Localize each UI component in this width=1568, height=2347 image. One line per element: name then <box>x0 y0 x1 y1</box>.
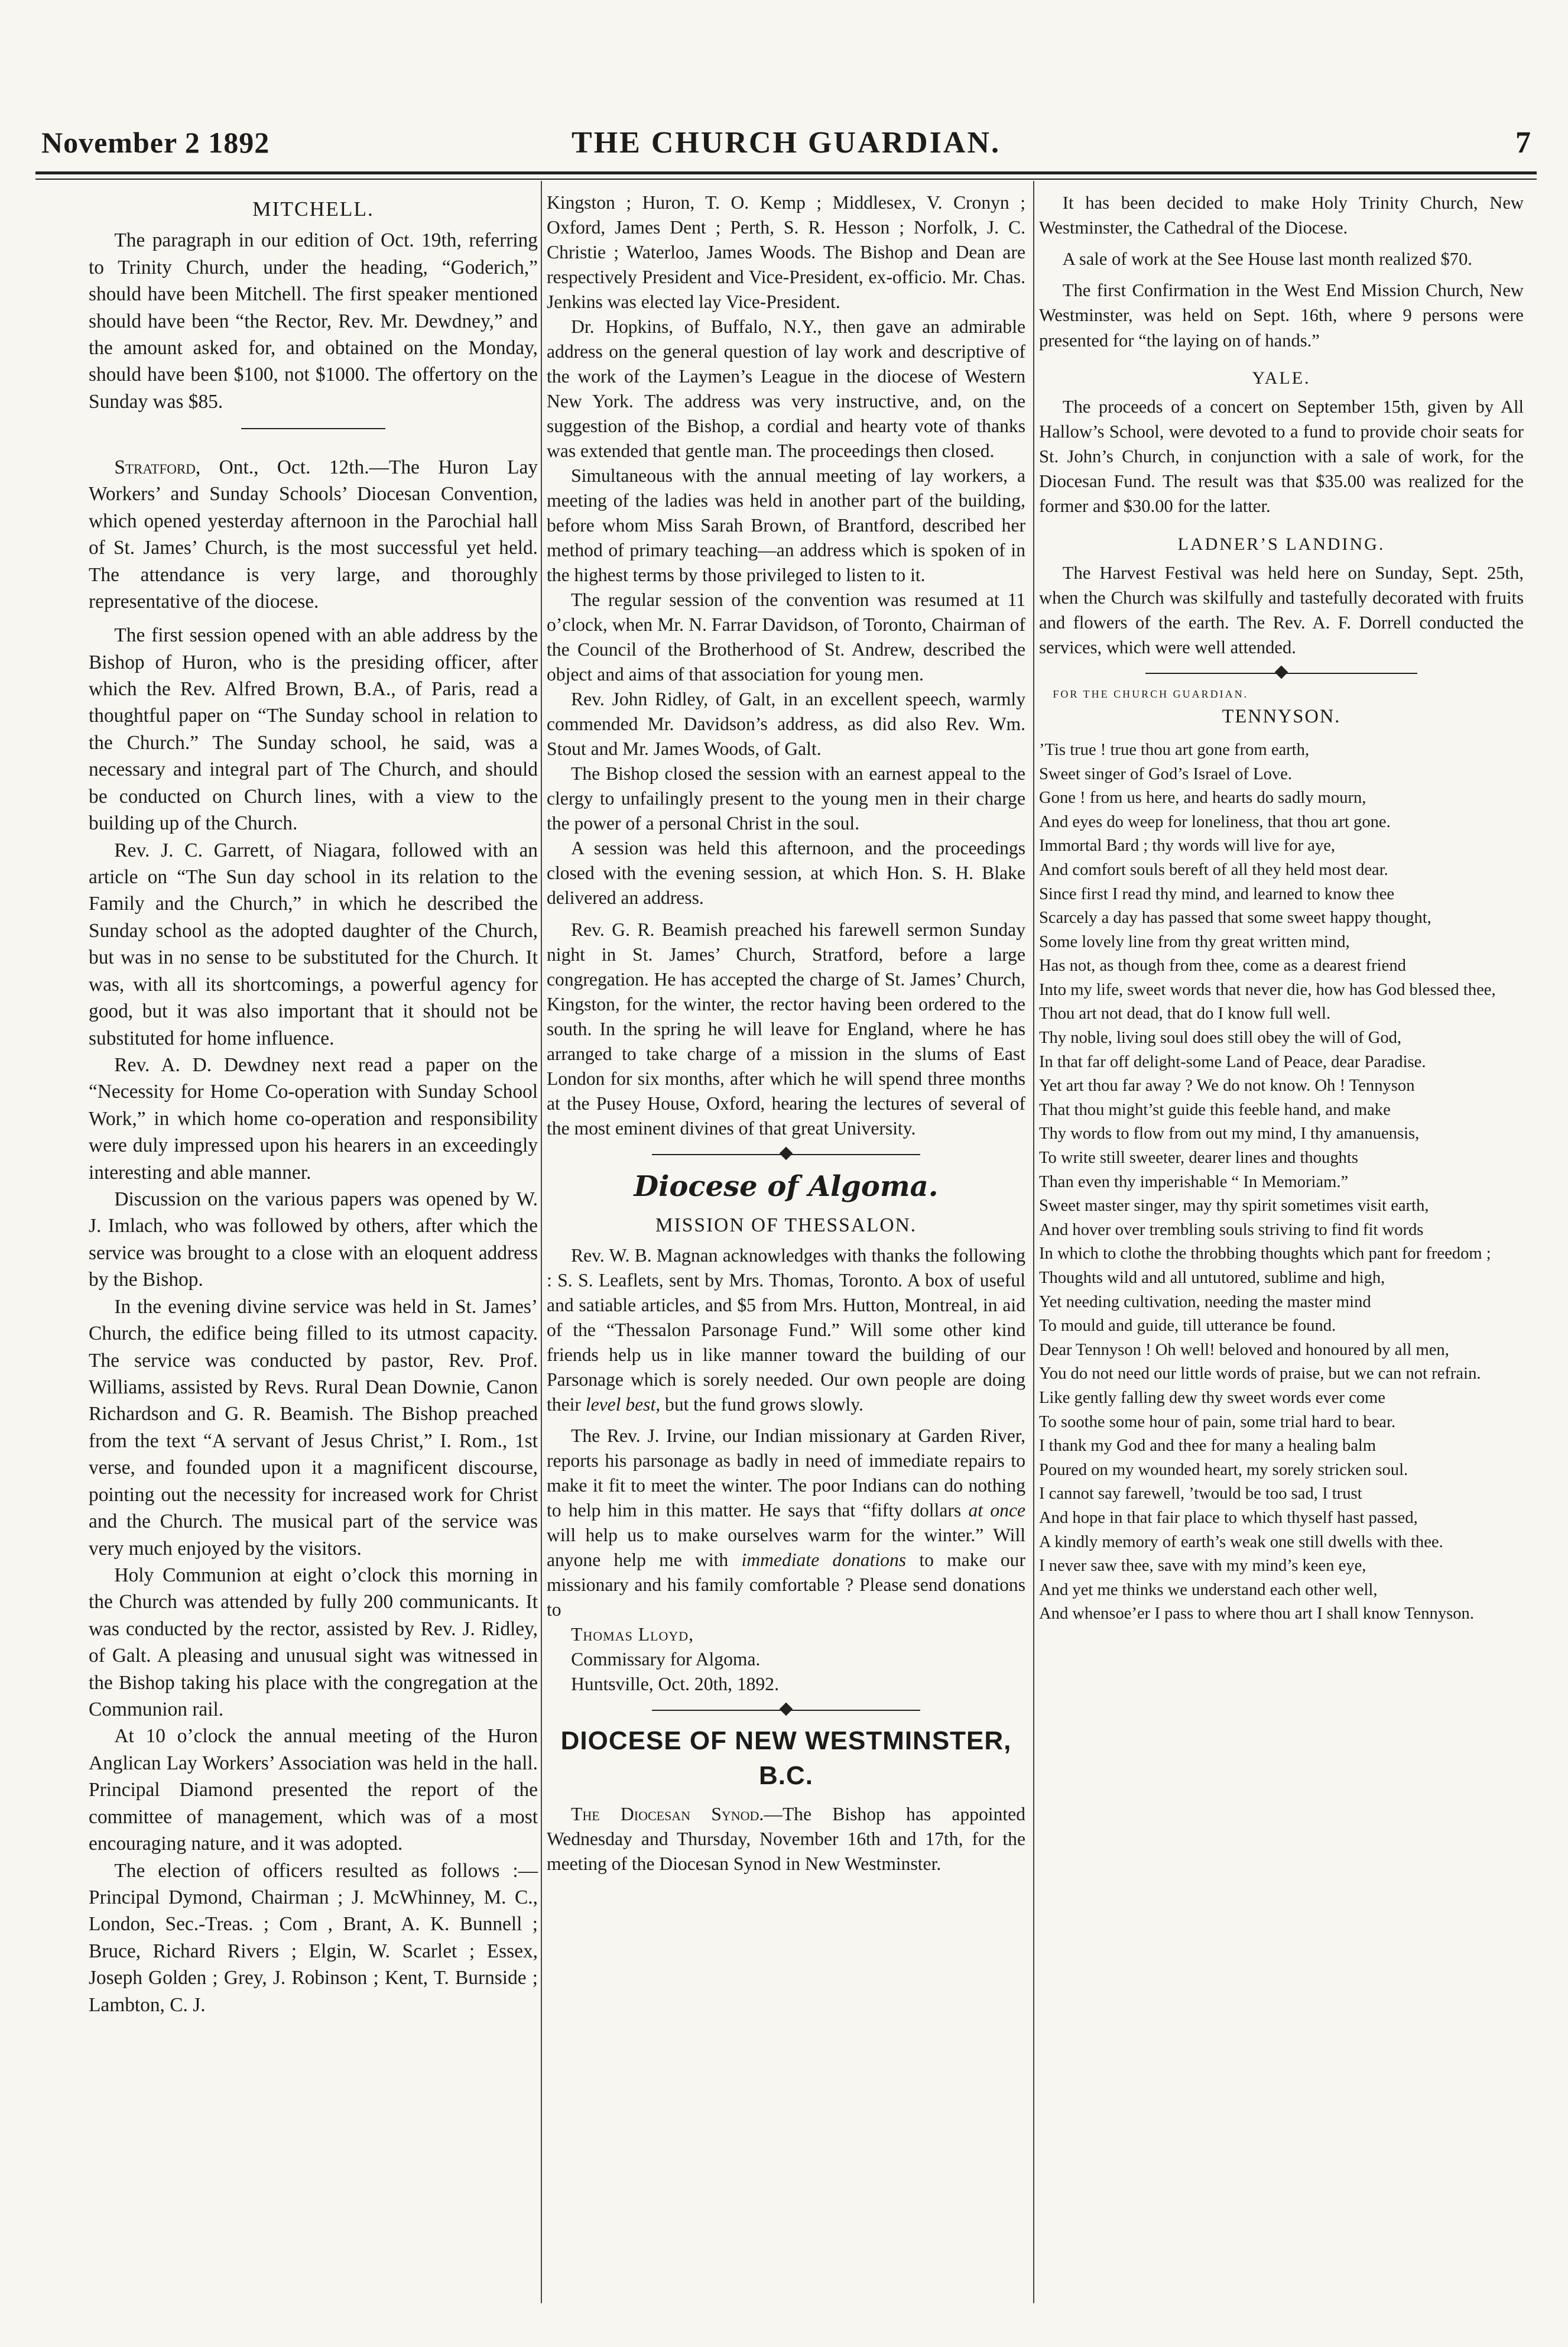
poem-line: To soothe some hour of pain, some trial hard to bear. <box>1039 1412 1396 1431</box>
poem-line: Scarcely a day has passed that some sweet happy thought, <box>1039 909 1431 928</box>
poem-line: Has not, as though from thee, come as a dearest friend <box>1039 957 1406 975</box>
contributed-for-line: FOR THE CHURCH GUARDIAN. <box>1053 688 1249 701</box>
poem-line: Yet needing cultivation, needing the master mind <box>1039 1292 1371 1311</box>
poem-line: Into my life, sweet words that never die, how has God blessed thee, <box>1039 980 1496 999</box>
column-divider <box>1033 181 1034 2303</box>
article-paragraph: Rev. W. B. Magnan acknowledges with thanks the following : S. S. Leaflets, sent by Mrs. Thomas, Toronto. A box of useful and satiable articles, and $5 from Mrs. Hutton, Montreal, in aid of the “Thessalon Parsonage Fund.” Will some other kind friends help us in like manner toward the building of our Parsonage which is sorely needed. Our own people are doing their level best, but the fund grows slowly. <box>547 1244 1025 1415</box>
poem-line: A kindly memory of earth’s weak one still dwells with thee. <box>1039 1532 1443 1551</box>
article-paragraph: It has been decided to make Holy Trinity Church, New Westminster, the Cathedral of the Diocese. <box>1039 193 1524 238</box>
poem-line: Sweet singer of God’s Israel of Love. <box>1039 764 1292 783</box>
article-paragraph: The Bishop closed the session with an earnest appeal to the clergy to unfailingly present to the young men in their charge the power of a personal Christ in the soul. <box>547 763 1025 834</box>
issue-date: November 2 1892 <box>41 126 270 159</box>
poem-line: Yet art thou far away ? We do not know. Oh ! Tennyson <box>1039 1077 1415 1095</box>
article-paragraph: The first Confirmation in the West End Mission Church, New Westminster, was held on Sept. 16th, where 9 persons were presented for “the laying on of hands.” <box>1039 280 1524 351</box>
article-paragraph: The Diocesan Synod.—The Bishop has appointed Wednesday and Thursday, November 16th and 17th, for the meeting of the Diocesan Synod in New Westminster. <box>547 1804 1025 1875</box>
masthead-rule-thick <box>35 171 1537 174</box>
place-date: Huntsville, Oct. 20th, 1892. <box>571 1674 779 1695</box>
poem-line: Since first I read thy mind, and learned to know thee <box>1039 884 1395 903</box>
article-paragraph: The Rev. J. Irvine, our Indian missionary at Garden River, reports his parsonage as badly in need of immediate repairs to make it fit to meet the winter. The poor Indians can do nothing to help him in this matter. He says that “fifty dollars at once will help us to make ourselves warm for the winter.” Will anyone help me with immediate donations to make our missionary and his family comfortable ? Please send donations to <box>547 1425 1025 1620</box>
article-paragraph: At 10 o’clock the annual meeting of the Huron Anglican Lay Workers’ Association was held in the hall. Principal Diamond presented the report of the committee of management, which was of a most encouraging nature, and it was adopted. <box>89 1725 538 1855</box>
poem-line: Thou art not dead, that do I know full well. <box>1039 1004 1331 1023</box>
column-3 <box>1039 190 1524 1626</box>
article-paragraph: The first session opened with an able address by the Bishop of Huron, who is the presiding officer, after which the Rev. Alfred Brown, B.A., of Paris, read a thoughtful paper on “The Sunday school in relation to the Church.” The Sunday school, he said, was a necessary and integral part of The Church, and should be conducted on Church lines, with a view to the building up of the Church. <box>89 624 538 835</box>
column-2 <box>547 190 1025 1877</box>
poem-line: Than even thy imperishable “ In Memoriam.” <box>1039 1172 1349 1191</box>
poem-line: Gone ! from us here, and hearts do sadly mourn, <box>1039 789 1366 808</box>
diocese-heading-new-westminster: DIOCESE OF NEW WESTMINSTER, B.C. <box>560 1726 1012 1790</box>
poem-title: TENNYSON. <box>1222 706 1341 728</box>
article-paragraph: Rev. John Ridley, of Galt, in an excellent speech, warmly commended Mr. Davidson’s address, as did also Rev. Wm. Stout and Mr. James Woods, of Galt. <box>547 689 1025 760</box>
article-paragraph: Stratford, Ont., Oct. 12th.—The Huron Lay Workers’ and Sunday Schools’ Diocesan Convention, which opened yesterday afternoon in the Parochial hall of St. James’ Church, is the most successful yet held. The attendance is very large, and thoroughly representative of the diocese. <box>89 456 538 613</box>
article-paragraph: A session was held this afternoon, and the proceedings closed with the evening session, at which Hon. S. H. Blake delivered an address. <box>547 838 1025 909</box>
dateline: Stratford, <box>114 456 201 478</box>
section-ornament <box>547 1704 1025 1717</box>
italic-phrase: at once <box>968 1499 1025 1521</box>
poem-line: I never saw thee, save with my mind’s keen eye, <box>1039 1557 1366 1576</box>
poem-line: I thank my God and thee for many a healing balm <box>1039 1437 1377 1455</box>
article-paragraph: Rev. J. C. Garrett, of Niagara, followed with an article on “The Sun day school in its relation to the Family and the Church,” in which he described the Sunday school as the adopted daughter of the Church, but was in no sense to be substituted for the Church. It was, with all its shortcomings, a powerful agency for good, but it was also important that it should not be substituted for home influence. <box>89 839 538 1049</box>
article-paragraph: A sale of work at the See House last month realized $70. <box>1062 249 1473 270</box>
poem-line: I cannot say farewell, ’twould be too sad, I trust <box>1039 1484 1362 1503</box>
article-paragraph: Rev. G. R. Beamish preached his farewell sermon Sunday night in St. James’ Church, Stratford, before a large congregation. He has accepted the charge of St. James’ Church, Kingston, for the winter, the rector having been ordered to the south. In the spring he will leave for England, where he has arranged to take charge of a mission in the slums of East London for six months, after which he will spend three months at the Pusey House, Oxford, hearing the lectures of several of the most eminent divines of that great University. <box>547 919 1025 1139</box>
poem-line: ’Tis true ! true thou art gone from earth, <box>1039 740 1310 759</box>
section-ornament <box>1039 667 1524 680</box>
poem-line: And whensoe’er I pass to where thou art I shall know Tennyson. <box>1039 1604 1474 1623</box>
article-paragraph: Kingston ; Huron, T. O. Kemp ; Middlesex, V. Cronyn ; Oxford, James Dent ; Perth, S. R. Hesson ; Norfolk, J. C. Christie ; Waterloo, James Woods. The Bishop and Dean are respectively President and Vice-President, ex-officio. Mr. Chas. Jenkins was elected lay Vice-President. <box>547 192 1025 313</box>
article-paragraph: Holy Communion at eight o’clock this morning in the Church was attended by fully 200 communicants. It was conducted by the rector, assisted by Rev. J. Ridley, of Galt. A pleasing and unusual sight was witnessed in the Bishop taking his place with the congregation at the Communion rail. <box>89 1564 538 1721</box>
poem-line: To write still sweeter, dearer lines and thoughts <box>1039 1149 1358 1168</box>
poem-line: Poured on my wounded heart, my sorely stricken soul. <box>1039 1460 1408 1479</box>
poem-line: Dear Tennyson ! Oh well! beloved and honoured by all men, <box>1039 1340 1449 1359</box>
article-paragraph: The Harvest Festival was held here on Sunday, Sept. 25th, when the Church was skilfully and tastefully decorated with fruits and flowers of the earth. The Rev. A. F. Dorrell conducted the services, which were well attended. <box>1039 562 1524 658</box>
poem-line: And eyes do weep for loneliness, that thou art gone. <box>1039 812 1391 831</box>
poem-line: And yet me thinks we understand each other well, <box>1039 1580 1378 1599</box>
article-paragraph: Discussion on the various papers was opened by W. J. Imlach, who was followed by others, after which the service was brought to a close with an eloquent address by the Bishop. <box>89 1188 538 1291</box>
article-paragraph: Simultaneous with the annual meeting of lay workers, a meeting of the ladies was held in another part of the building, before whom Miss Sarah Brown, of Brantford, described her method of primary teaching—an address which is spoken of in the highest terms by those privileged to listen to it. <box>547 465 1025 586</box>
poem-line: Immortal Bard ; thy words will live for aye, <box>1039 837 1336 855</box>
poem-line: You do not need our little words of praise, but we can not refrain. <box>1039 1364 1481 1383</box>
section-heading-yale: YALE. <box>1252 368 1311 388</box>
poem-line: And comfort souls bereft of all they held most dear. <box>1039 860 1388 879</box>
poem-line: That thou might’st guide this feeble hand, and make <box>1039 1100 1391 1119</box>
article-paragraph: In the evening divine service was held in St. James’ Church, the edifice being filled to its utmost capacity. The service was conducted by pastor, Rev. Prof. Williams, assisted by Revs. Rural Dean Downie, Canon Richardson and G. R. Beamish. The Bishop preached from the text “A servant of Jesus Christ,” I. Rom., 1st verse, and founded upon it a magnificent discourse, pointing out the necessity for increased work for Christ and the Church. The musical part of the service was very much enjoyed by the visitors. <box>89 1295 538 1560</box>
page-number: 7 <box>1515 126 1531 160</box>
column-divider <box>541 181 542 2303</box>
poem-line: In that far off delight-some Land of Peace, dear Paradise. <box>1039 1052 1426 1071</box>
poem-line: Thy noble, living soul does still obey the will of God, <box>1039 1029 1402 1048</box>
column-1 <box>89 190 538 2018</box>
poem-line: Thoughts wild and all untutored, sublime and high, <box>1039 1269 1385 1288</box>
article-paragraph: Rev. A. D. Dewdney next read a paper on the “Necessity for Home Co-operation with Sunday School Work,” in which home co-operation and responsibility were duly impressed upon his hearers in an exceedingly interesting and able manner. <box>89 1053 538 1184</box>
masthead <box>41 125 1531 173</box>
newspaper-title: THE CHURCH GUARDIAN. <box>572 126 1001 160</box>
section-rule <box>89 422 538 435</box>
poem-line: Sweet master singer, may thy spirit sometimes visit earth, <box>1039 1197 1429 1215</box>
poem-line: And hope in that fair place to which thyself hast passed, <box>1039 1508 1418 1527</box>
lead-in: The Diocesan Synod. <box>571 1804 764 1825</box>
article-paragraph: The proceeds of a concert on September 15th, given by All Hallow’s School, were devoted to a fund to provide choir seats for St. John’s Church, in conjunction with a sale of work, for the Diocesan Fund. The result was that $35.00 was realized for the former and $30.00 for the latter. <box>1039 396 1524 517</box>
article-paragraph: The regular session of the convention was resumed at 11 o’clock, when Mr. N. Farrar Davidson, of Toronto, Chairman of the Council of the Brotherhood of St. Andrew, described the object and aims of that association for young men. <box>547 589 1025 685</box>
section-ornament <box>547 1148 1025 1161</box>
article-paragraph: The election of officers resulted as follows :— Principal Dymond, Chairman ; J. McWhinney, M. C., London, Sec.-Treas. ; Com , Brant, A. K. Bunnell ; Bruce, Richard Rivers ; Elgin, W. Scarlet ; Essex, Joseph Golden ; Grey, J. Robinson ; Kent, T. Burnside ; Lambton, C. J. <box>89 1859 538 2016</box>
italic-phrase: level best, <box>585 1393 661 1415</box>
poem-line: Some lovely line from thy great written mind, <box>1039 932 1350 951</box>
poem-line: Thy words to flow from out my mind, I thy amanuensis, <box>1039 1124 1420 1143</box>
poem-line: And hover over trembling souls striving to find fit words <box>1039 1220 1424 1239</box>
italic-phrase: immediate donations <box>741 1549 907 1570</box>
article-paragraph: Dr. Hopkins, of Buffalo, N.Y., then gave an admirable address on the general question of lay work and descriptive of the work of the Laymen’s League in the diocese of Western New York. The address was very instructive, and, on the suggestion of the Bishop, a cordial and hearty vote of thanks was extended that gentle man. The proceedings then closed. <box>547 316 1025 462</box>
section-heading-ladners-landing: LADNER’S LANDING. <box>1177 534 1385 555</box>
poem-line: To mould and guide, till utterance be found. <box>1039 1317 1336 1335</box>
poem-line: In which to clothe the throbbing thoughts which pant for freedom ; <box>1039 1244 1491 1263</box>
masthead-rule-thin <box>35 179 1537 180</box>
article-paragraph: The paragraph in our edition of Oct. 19th, referring to Trinity Church, under the heading, “Goderich,” should have been Mitchell. The first speaker mentioned should have been “the Rector, Rev. Mr. Dewdney,” and the amount asked for, and obtained on the Monday, should have been $100, not $1000. The offertory on the Sunday was $85. <box>89 229 538 413</box>
section-heading-thessalon: MISSION OF THESSALON. <box>655 1214 917 1237</box>
section-heading-mitchell: MITCHELL. <box>252 197 374 221</box>
signature-name: Thomas Lloyd, <box>571 1623 694 1645</box>
poem <box>1039 738 1524 1626</box>
poem-line: Like gently falling dew thy sweet words ever come <box>1039 1388 1385 1407</box>
diocese-heading-algoma: Diocese of Algoma. <box>634 1169 939 1203</box>
signature-title: Commissary for Algoma. <box>571 1649 761 1670</box>
